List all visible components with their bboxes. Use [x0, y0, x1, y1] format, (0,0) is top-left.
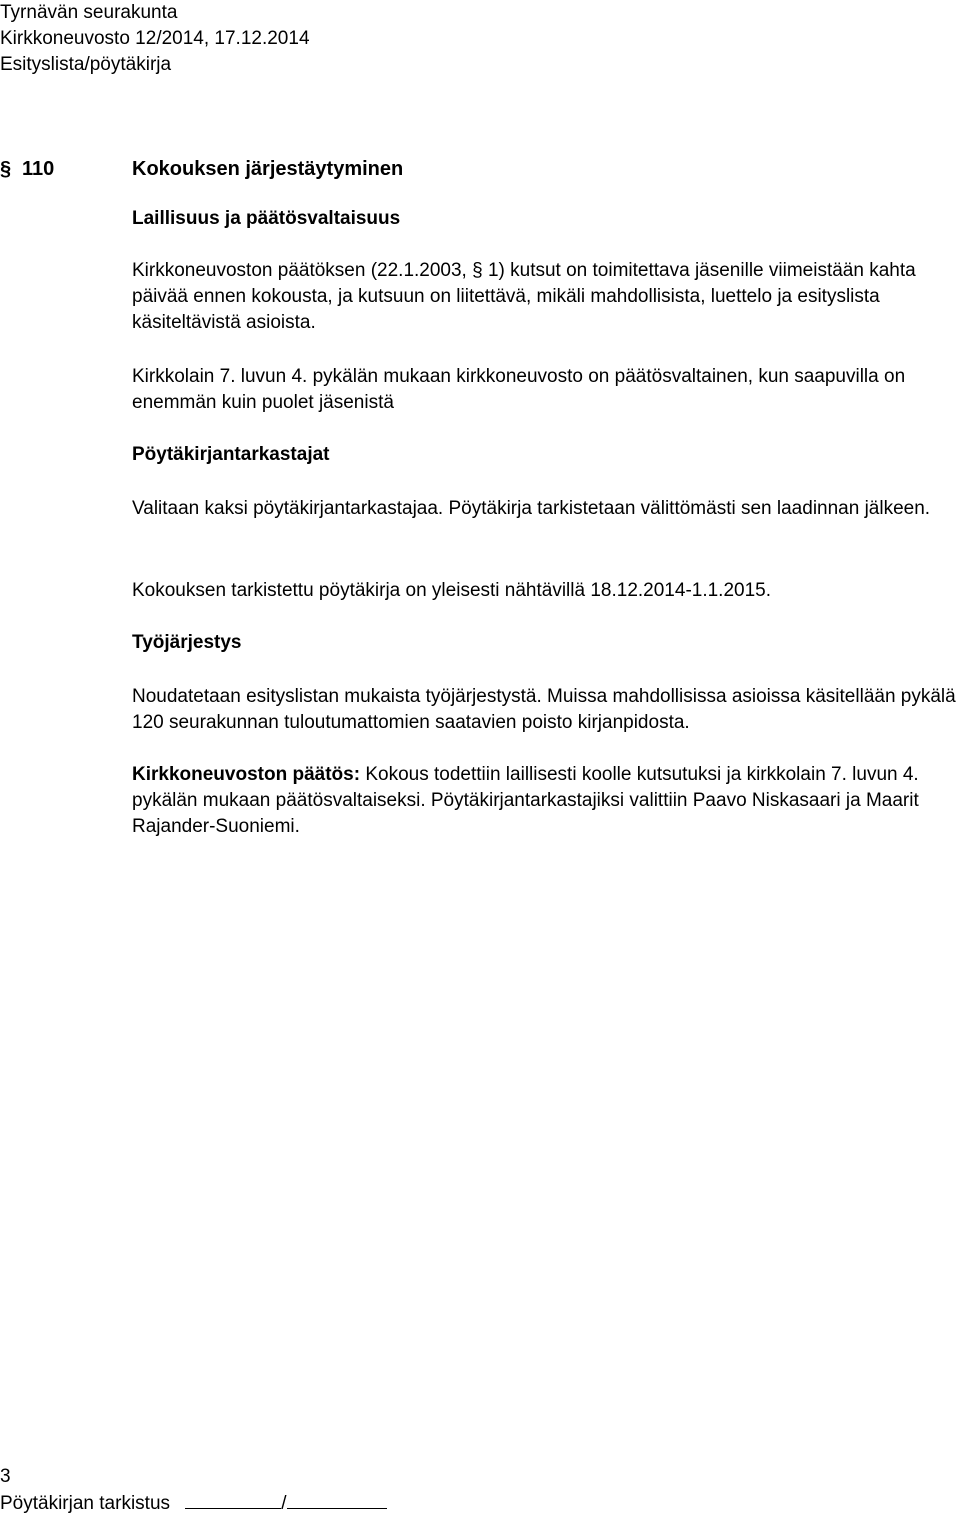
inspectors-paragraph-1: Valitaan kaksi pöytäkirjantarkastajaa. Pöytäkirja tarkistetaan välittömästi sen laadinnan jälkeen. [132, 498, 931, 519]
section-title [0, 156, 403, 182]
legality-para2-block [132, 364, 960, 416]
inspectors-para2-block [132, 578, 960, 604]
legality-heading-block [132, 206, 960, 232]
decision-paragraph [132, 762, 960, 840]
meeting-info: Kirkkoneuvosto 12/2014, 17.12.2014 [0, 28, 310, 49]
signature-blank-1 [185, 1490, 281, 1509]
organization-name: Tyrnävän seurakunta [0, 2, 178, 23]
page-footer [0, 1464, 387, 1517]
section-symbol: § [0, 158, 12, 180]
agenda-heading-block [132, 630, 960, 656]
inspectors-paragraph-2: Kokouksen tarkistettu pöytäkirja on yleisesti nähtävillä 18.12.2014-1.1.2015. [132, 580, 772, 601]
decision-text: Kokous todettiin laillisesti koolle kutsutuksi ja kirkkolain 7. luvun 4. pykälän mukaan päätösvaltaiseksi. Pöytäkirjantarkastajiksi valittiin Paavo Niskasaari ja Maarit Rajander-Suoniemi. [132, 764, 919, 837]
legality-heading: Laillisuus ja päätösvaltaisuus [132, 208, 401, 229]
inspection-label: Pöytäkirjan tarkistus [0, 1493, 171, 1514]
agenda-heading: Työjärjestys [132, 632, 242, 653]
legality-paragraph-1: Kirkkoneuvoston päätöksen (22.1.2003, § 1) kutsut on toimitettava jäsenille viimeistään kahta päivää ennen kokousta, ja kutsuun on liitettävä, mikäli mahdollisista, luettelo ja esityslista käsiteltävistä asioista. [132, 260, 916, 333]
section-number: 110 [22, 158, 55, 180]
signature-blank-2 [287, 1490, 387, 1509]
decision-block [132, 762, 960, 840]
section-heading: Kokouksen järjestäytyminen [132, 158, 404, 180]
inspection-line [0, 1490, 387, 1517]
page-number: 3 [0, 1466, 11, 1487]
inspectors-heading: Pöytäkirjantarkastajat [132, 444, 330, 465]
legality-paragraph-2: Kirkkolain 7. luvun 4. pykälän mukaan kirkkoneuvosto on päätösvaltainen, kun saapuvilla on enemmän kuin puolet jäsenistä [132, 366, 906, 413]
decision-label: Kirkkoneuvoston päätös: [132, 764, 361, 785]
signature-separator: / [281, 1493, 287, 1514]
legality-para1-block [132, 258, 960, 336]
inspectors-para1-block [132, 496, 960, 522]
inspectors-heading-block [132, 442, 960, 468]
document-header [0, 0, 310, 78]
agenda-para1-block [132, 684, 960, 736]
agenda-paragraph-1: Noudatetaan esityslistan mukaista työjärjestystä. Muissa mahdollisissa asioissa käsitellään pykälä 120 seurakunnan tuloutumattomien saatavien poisto kirjanpidosta. [132, 686, 956, 733]
document-type: Esityslista/pöytäkirja [0, 54, 172, 75]
